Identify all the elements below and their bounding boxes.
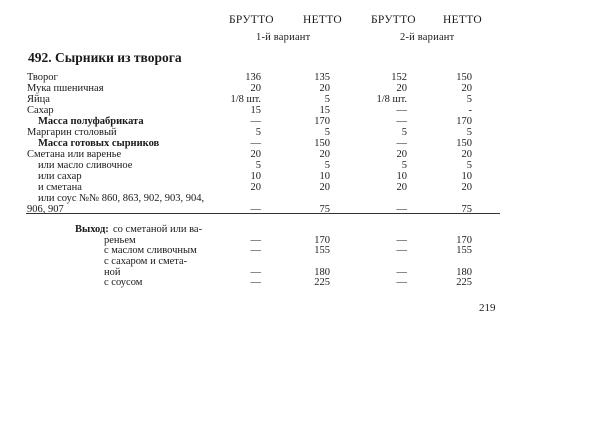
brutto-1-cell: — <box>250 277 261 288</box>
netto-1-cell: 5 <box>324 94 330 105</box>
output-text: ной <box>104 267 121 278</box>
ingredient-name: или соус №№ 860, 863, 902, 903, 904, <box>38 193 205 204</box>
brutto-2-cell: 10 <box>396 171 407 182</box>
brutto-1-cell: 15 <box>250 105 261 116</box>
output-row <box>0 277 600 288</box>
netto-2-cell: 170 <box>456 116 472 127</box>
brutto-1-cell: 5 <box>255 160 261 171</box>
brutto-1-cell: 1/8 шт. <box>230 94 261 105</box>
ingredient-name: Сахар <box>27 105 54 116</box>
divider-rule <box>26 213 500 214</box>
netto-1-cell: 225 <box>314 277 330 288</box>
ingredient-name: или сахар <box>38 171 82 182</box>
ingredient-name: 906, 907 <box>27 204 64 215</box>
netto-1-cell: 170 <box>314 116 330 127</box>
brutto-2-cell: — <box>396 277 407 288</box>
brutto-1-cell: — <box>250 138 261 149</box>
netto-1-cell: 10 <box>319 171 330 182</box>
netto-2-cell: 20 <box>461 83 472 94</box>
ingredient-name: Яйца <box>27 94 50 105</box>
header-brutto-1: БРУТТО <box>229 14 274 26</box>
brutto-2-cell: — <box>396 245 407 256</box>
netto-1-cell: 135 <box>314 72 330 83</box>
brutto-2-cell: 20 <box>396 182 407 193</box>
netto-1-cell: 20 <box>319 83 330 94</box>
table-row <box>0 94 600 105</box>
netto-2-cell: 170 <box>456 235 472 246</box>
recipe-title: 492. Сырники из творога <box>28 50 182 65</box>
netto-2-cell: 75 <box>461 204 472 215</box>
brutto-2-cell: — <box>396 105 407 116</box>
ingredient-name: Мука пшеничная <box>27 83 104 94</box>
netto-2-cell: 5 <box>466 127 472 138</box>
table-row <box>0 149 600 160</box>
brutto-2-cell: — <box>396 235 407 246</box>
brutto-1-cell: — <box>250 245 261 256</box>
output-row <box>0 224 600 235</box>
page-number: 219 <box>479 302 496 314</box>
table-row <box>0 193 600 204</box>
ingredient-name: Творог <box>27 72 58 83</box>
netto-1-cell: 170 <box>314 235 330 246</box>
netto-2-cell: 20 <box>461 149 472 160</box>
brutto-2-cell: — <box>396 267 407 278</box>
brutto-2-cell: 152 <box>391 72 407 83</box>
ingredient-name: Сметана или варенье <box>27 149 122 160</box>
table-row <box>0 138 600 149</box>
netto-2-cell: - <box>468 105 472 116</box>
table-row <box>0 160 600 171</box>
brutto-2-cell: — <box>396 116 407 127</box>
brutto-2-cell: — <box>396 138 407 149</box>
brutto-1-cell: — <box>250 235 261 246</box>
brutto-1-cell: 20 <box>250 83 261 94</box>
table-row <box>0 72 600 83</box>
netto-2-cell: 10 <box>461 171 472 182</box>
table-row <box>0 116 600 127</box>
netto-1-cell: 5 <box>324 160 330 171</box>
table-row <box>0 83 600 94</box>
brutto-2-cell: 20 <box>396 83 407 94</box>
header-brutto-2: БРУТТО <box>371 14 416 26</box>
brutto-1-cell: 136 <box>245 72 261 83</box>
output-text: реньем <box>104 235 136 246</box>
output-label: Выход: <box>75 224 109 235</box>
ingredient-name: Масса готовых сырников <box>38 138 160 149</box>
brutto-2-cell: 20 <box>396 149 407 160</box>
table-row <box>0 182 600 193</box>
brutto-2-cell: 5 <box>401 127 407 138</box>
netto-2-cell: 20 <box>461 182 472 193</box>
ingredient-name: Масса полуфабриката <box>38 116 144 127</box>
netto-2-cell: 5 <box>466 94 472 105</box>
table-row <box>0 105 600 116</box>
netto-2-cell: 150 <box>456 72 472 83</box>
netto-2-cell: 150 <box>456 138 472 149</box>
netto-2-cell: 5 <box>466 160 472 171</box>
netto-1-cell: 5 <box>324 127 330 138</box>
brutto-1-cell: 5 <box>255 127 261 138</box>
output-row <box>0 245 600 256</box>
output-row <box>0 256 600 267</box>
header-netto-1: НЕТТО <box>303 14 343 26</box>
brutto-2-cell: 5 <box>401 160 407 171</box>
ingredient-name: Маргарин столовый <box>27 127 117 138</box>
netto-1-cell: 20 <box>319 182 330 193</box>
table-row <box>0 171 600 182</box>
output-text: со сметаной или ва- <box>113 224 203 235</box>
brutto-1-cell: — <box>250 204 261 215</box>
output-text: с маслом сливочным <box>104 245 197 256</box>
ingredient-name: или масло сливочное <box>38 160 133 171</box>
brutto-1-cell: — <box>250 267 261 278</box>
ingredient-name: и сметана <box>38 182 82 193</box>
output-text: с сахаром и смета- <box>104 256 188 267</box>
netto-1-cell: 180 <box>314 267 330 278</box>
netto-1-cell: 75 <box>319 204 330 215</box>
header-netto-2: НЕТТО <box>443 14 483 26</box>
netto-1-cell: 150 <box>314 138 330 149</box>
netto-2-cell: 180 <box>456 267 472 278</box>
netto-1-cell: 155 <box>314 245 330 256</box>
variant-1-label: 1-й вариант <box>256 32 311 43</box>
variant-2-label: 2-й вариант <box>400 32 455 43</box>
brutto-1-cell: — <box>250 116 261 127</box>
netto-2-cell: 225 <box>456 277 472 288</box>
brutto-1-cell: 20 <box>250 182 261 193</box>
output-text: с соусом <box>104 277 143 288</box>
brutto-1-cell: 10 <box>250 171 261 182</box>
netto-1-cell: 20 <box>319 149 330 160</box>
table-row <box>0 127 600 138</box>
brutto-1-cell: 20 <box>250 149 261 160</box>
netto-2-cell: 155 <box>456 245 472 256</box>
netto-1-cell: 15 <box>319 105 330 116</box>
brutto-2-cell: 1/8 шт. <box>376 94 407 105</box>
brutto-2-cell: — <box>396 204 407 215</box>
